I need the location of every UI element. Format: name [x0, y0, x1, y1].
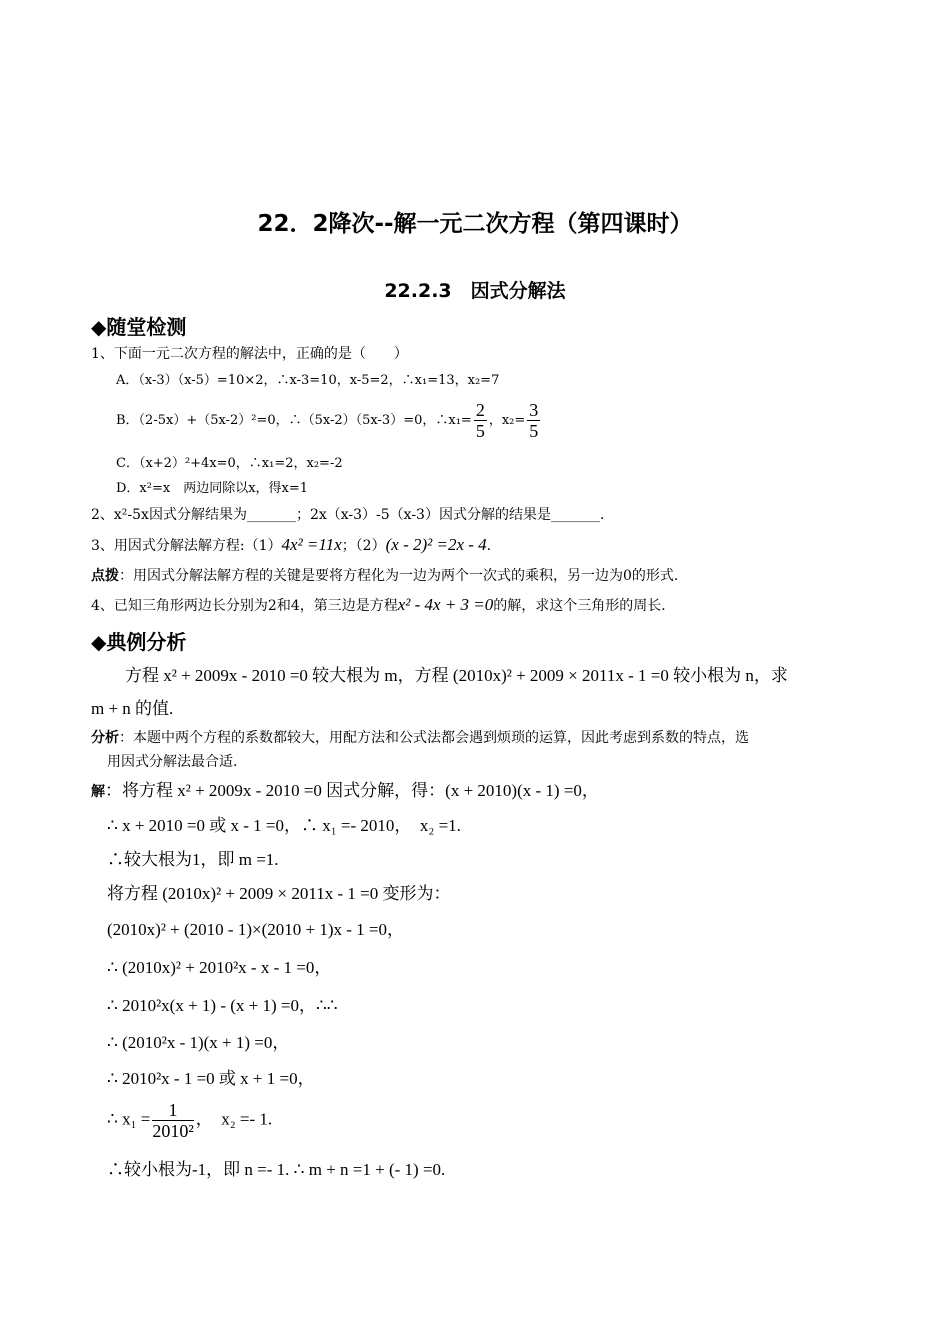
fraction-denominator: 5 [475, 421, 485, 441]
question-1-option-a: A．（x-3）（x-5）=10×2，∴x-3=10，x-5=2，∴x₁=13，x₂=7 [116, 373, 500, 388]
analysis-text-1: ：本题中两个方程的系数都较大，用配方法和公式法都会遇到烦琐的运算，因此考虑到系数的特点，选 [119, 730, 749, 746]
fraction-one-over-2010-squared [152, 1100, 193, 1141]
solution-line-10 [107, 1100, 272, 1141]
section-subtitle: 22.2.3 因式分解法 [384, 280, 566, 302]
question-1-option-b [116, 400, 542, 441]
equation-4: x² - 4x + 3 =0 [397, 595, 494, 614]
solution-line-5: (2010x)² + (2010 - 1)×(2010 + 1)x - 1 =0， [107, 920, 404, 939]
solution-line-8: ∴ (2010²x - 1)(x + 1) =0， [107, 1033, 290, 1052]
fraction-two-fifths [474, 400, 487, 441]
solution-line-1 [91, 781, 599, 802]
solution-line-4: 将方程 (2010x)² + 2009 × 2011x - 1 =0 变形为： [107, 884, 451, 903]
fraction-numerator: 1 [152, 1100, 193, 1121]
analysis-paragraph [91, 728, 749, 748]
question-4-suffix: 的解，求这个三角形的周长． [493, 598, 676, 614]
solution-frac-suffix: ， x₂ =- 1. [195, 1109, 273, 1129]
question-1-option-d: D．x²=x 两边同除以x，得x=1 [116, 481, 309, 496]
equation-3-1: 4x² =11x [281, 535, 342, 554]
solution-line-6: ∴ (2010x)² + 2010²x - x - 1 =0， [107, 958, 332, 977]
page-title: 22．2降次--解一元二次方程（第四课时） [257, 211, 693, 237]
equation-3-2: (x - 2)² =2x - 4 [385, 535, 487, 554]
solution-line-2: ∴ x + 2010 =0 或 x - 1 =0，∴ x₁ =- 2010， x₂ =1. [107, 816, 461, 835]
question-3-end: . [486, 538, 492, 554]
question-4-prefix: 4、已知三角形两边长分别为2和4，第三边是方程 [91, 598, 398, 614]
solution-line-9: ∴ 2010²x - 1 =0 或 x + 1 =0， [107, 1069, 315, 1088]
solution-text-1: ：将方程 x² + 2009x - 2010 =0 因式分解，得：(x + 2010)(x - 1) =0， [105, 781, 599, 800]
section-heading-practice: ◆随堂检测 [91, 315, 187, 339]
question-1-option-c: C．（x+2）²+4x=0，∴x₁=2，x₂=-2 [116, 456, 343, 471]
fraction-numerator: 2 [475, 400, 485, 420]
solution-label: 解 [91, 784, 105, 800]
analysis-text-2: 用因式分解法最合适． [107, 754, 247, 770]
question-1-stem: 1、下面一元二次方程的解法中，正确的是（ ） [91, 346, 408, 362]
hint-paragraph [91, 566, 688, 586]
solution-line-7: ∴ 2010²x(x + 1) - (x + 1) =0，∴∴ [107, 996, 338, 1015]
fraction-three-fifths [527, 400, 540, 441]
question-3 [91, 535, 491, 556]
question-2: 2、x²-5x因式分解结果为_______；2x（x-3）-5（x-3）因式分解的结果是_______． [91, 507, 614, 523]
option-b-prefix: B．（2-5x）+（5x-2）²=0，∴（5x-2）（5x-3）=0，∴x₁= [116, 413, 472, 428]
question-4 [91, 595, 675, 616]
fraction-denominator: 2010² [152, 1121, 194, 1141]
question-3-mid: ；（2） [341, 538, 386, 554]
solution-frac-prefix: ∴ x₁ = [107, 1109, 151, 1129]
fraction-denominator: 5 [529, 421, 539, 441]
fraction-numerator: 3 [529, 400, 539, 420]
example-line-1: 方程 x² + 2009x - 2010 =0 较大根为 m，方程 (2010x)² + 2009 × 2011x - 1 =0 较小根为 n，求 [125, 666, 788, 685]
option-b-mid: ，x₂= [488, 413, 526, 428]
solution-line-11: ∴较小根为-1，即 n =- 1. ∴ m + n =1 + (- 1) =0. [107, 1160, 446, 1179]
hint-text: ：用因式分解法解方程的关键是要将方程化为一边为两个一次式的乘积，另一边为0的形式． [119, 568, 688, 584]
example-line-2: m + n 的值. [91, 699, 174, 718]
solution-line-3: ∴较大根为1，即 m =1. [107, 850, 279, 869]
section-heading-example: ◆典例分析 [91, 630, 187, 654]
hint-label: 点拨 [91, 568, 119, 584]
question-3-prefix: 3、用因式分解法解方程:（1） [91, 538, 282, 554]
analysis-label: 分析 [91, 730, 119, 746]
